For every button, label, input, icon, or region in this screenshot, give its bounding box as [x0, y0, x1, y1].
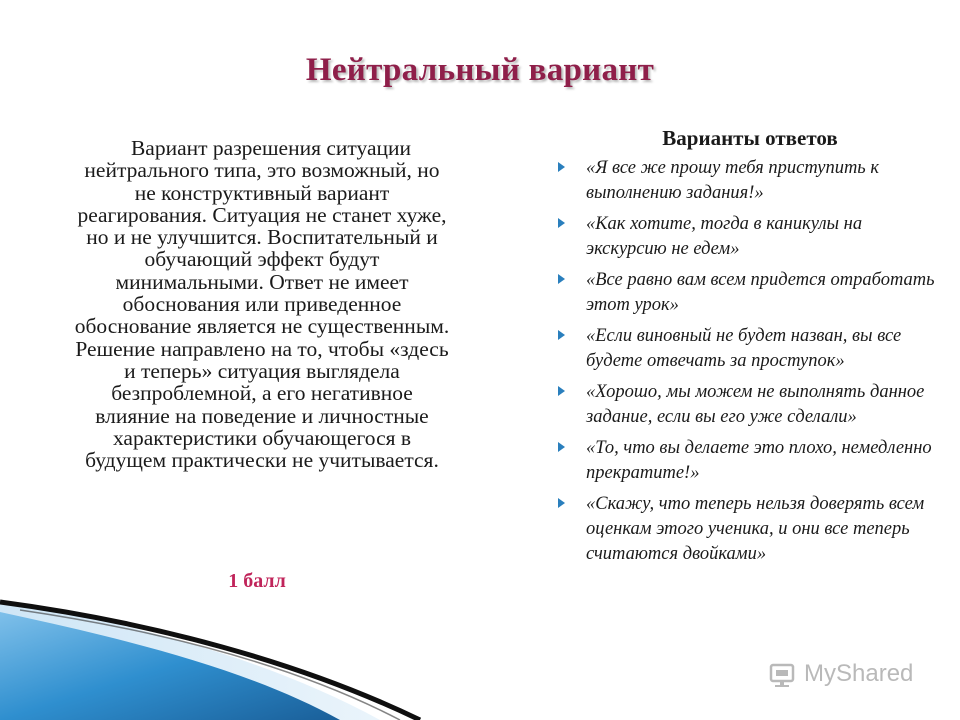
answer-text: «Если виновный не будет назван, вы все будете отвечать за проступок» — [586, 326, 902, 371]
answer-text: «Скажу, что теперь нельзя доверять всем оценкам этого ученика, и они все теперь считаются двойками» — [586, 494, 925, 564]
bullet-arrow-icon — [558, 162, 565, 172]
myshared-logo-icon — [768, 659, 798, 689]
bullet-arrow-icon — [558, 274, 565, 284]
slide-title: Нейтральный вариант — [305, 52, 655, 88]
watermark — [768, 656, 913, 692]
wave-dark-thin — [20, 610, 400, 720]
answer-text: «Все равно вам всем придется отработать этот урок» — [586, 270, 935, 315]
answer-item — [556, 156, 946, 206]
bullet-arrow-icon — [558, 442, 565, 452]
score-label: 1 балл — [228, 570, 286, 592]
bullet-arrow-icon — [558, 218, 565, 228]
answers-list — [556, 156, 946, 573]
answer-text: «Как хотите, тогда в каникулы на экскурсию не едем» — [586, 214, 863, 259]
answer-item — [556, 268, 946, 318]
wave-light — [0, 600, 380, 720]
description-text — [72, 137, 452, 471]
answer-text: «Я все же прошу тебя приступить к выполнению задания!» — [586, 158, 880, 203]
answer-text: «То, что вы делаете это плохо, немедленно прекратите!» — [586, 438, 932, 483]
answer-item — [556, 324, 946, 374]
bullet-arrow-icon — [558, 330, 565, 340]
watermark-text: MyShared — [804, 660, 914, 687]
answer-item — [556, 492, 946, 567]
answer-item — [556, 212, 946, 262]
bullet-arrow-icon — [558, 498, 565, 508]
wave-dark-stroke — [0, 602, 420, 720]
wave-blue — [0, 612, 340, 720]
answer-text: «Хорошо, мы можем не выполнять данное задание, если вы его уже сделали» — [586, 382, 925, 427]
answer-item — [556, 436, 946, 486]
answer-item — [556, 380, 946, 430]
bullet-arrow-icon — [558, 386, 565, 396]
answers-heading: Варианты ответов — [662, 126, 838, 150]
description-body: Вариант разрешения ситуации нейтрального типа, это возможный, но не конструктивный вариант реагирования. Ситуация не станет хуже, но и не улучшится. Воспитательный и обучающий эффект будут минимальными. Ответ не имеет обоснования или приведенное обоснование является не существенным. Решение направлено на то, чтобы «здесь и теперь» ситуация выглядела безпроблемной, а его негативное влияние на поведение и личностные характеристики обучающегося в будущем практически не учитывается. — [74, 136, 450, 473]
